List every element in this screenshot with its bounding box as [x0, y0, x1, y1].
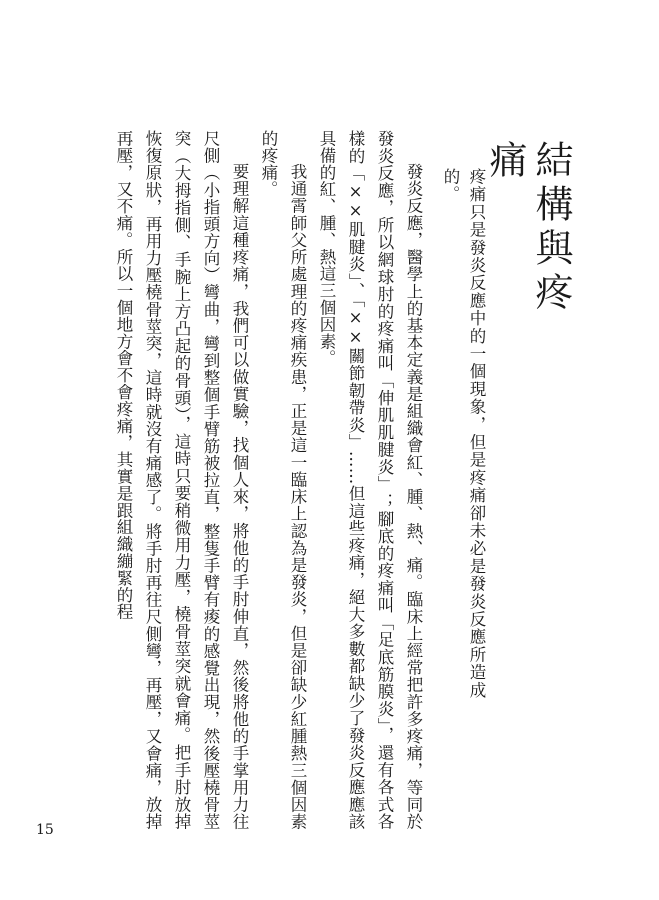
chapter-title: 結構與疼痛 [483, 140, 573, 316]
paragraph-experiment: 要理解這種疼痛，我們可以做實驗，找個人來，將他的手肘伸直，然後將他的手掌用力往尺側（小指頭方向）彎曲，彎到整個手臂筋被拉直，整隻手臂有痠的感覺出現，然後壓橈骨莖突（大拇指側、手腕上方凸起的骨頭），這時只要稍微用力壓，橈骨莖突就會痛。把手肘放掉恢復原狀，再用力壓橈骨莖突，這時就沒有痛感了。將手肘再往尺側彎，再壓，又會痛，放掉再壓，又不痛。所以一個地方會不會疼痛，其實是跟組織繃緊的程 [114, 130, 249, 830]
body-text [80, 130, 428, 830]
page-number: 15 [36, 822, 54, 838]
chapter-epigraph: 疼痛只是發炎反應中的一個現象，但是疼痛卻未必是發炎反應所造成的。 [441, 168, 486, 699]
paragraph-master-practice: 我通霄師父所處理的疼痛疾患，正是這一臨床上認為是發炎，但是卻缺少紅腫熱三個因素的疼痛。 [259, 130, 307, 830]
paragraph-inflammation-definition: 發炎反應，醫學上的基本定義是組織會紅、腫、熱、痛。臨床上經常把許多疼痛，等同於發炎反應，所以網球肘的疼痛叫「伸肌肌腱炎」；腳底的疼痛叫「足底筋膜炎」，還有各式各樣的「××肌腱炎」、「××關節韌帶炎」……但這些疼痛，絕大多數都缺少了發炎反應應該具備的紅、腫、熱這三個因素。 [317, 130, 423, 830]
